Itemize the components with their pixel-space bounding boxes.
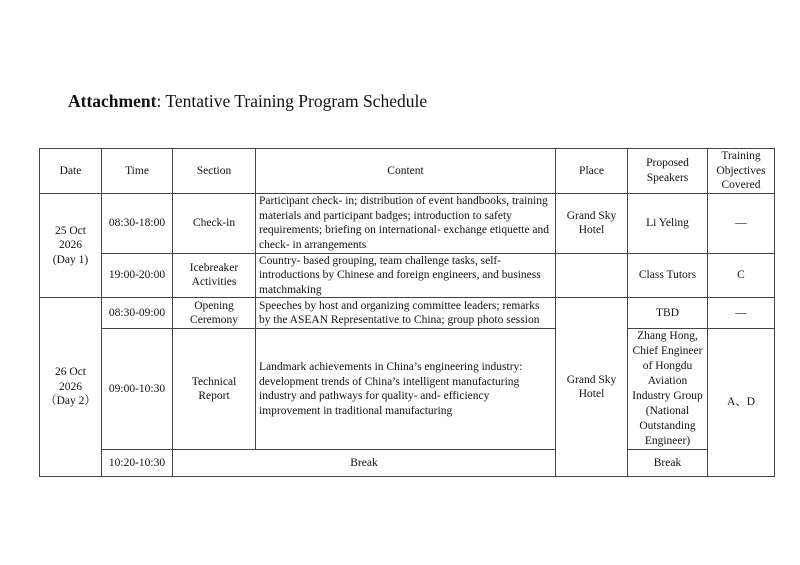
section-cell: Icebreaker Activities xyxy=(173,253,256,298)
title-bold-label: Attachment xyxy=(68,91,157,111)
document-title xyxy=(68,91,427,112)
header-row xyxy=(40,149,775,194)
time-cell: 08:30-18:00 xyxy=(102,193,173,253)
date-value: 25 Oct 2026 xyxy=(55,224,86,251)
content-cell: Participant check- in; distribution of event handbooks, training materials and participant badges; introduction to safety requirements; briefing on international- exchange etiquette and check- in arrangements xyxy=(256,193,556,253)
table-row xyxy=(40,298,775,329)
title-text: : Tentative Training Program Schedule xyxy=(156,91,428,111)
section-cell: Check-in xyxy=(173,193,256,253)
break-cell: Break xyxy=(173,450,556,477)
speakers-cell: Zhang Hong, Chief Engineer of Hongdu Aviation Industry Group (National Outstanding Engineer) xyxy=(628,329,708,450)
date-cell-day2 xyxy=(40,298,102,477)
place-cell xyxy=(556,253,628,298)
place-cell: Grand Sky Hotel xyxy=(556,298,628,477)
header-time: Time xyxy=(102,149,173,194)
time-cell: 10:20-10:30 xyxy=(102,450,173,477)
table-row xyxy=(40,329,775,450)
date-cell-day1 xyxy=(40,193,102,298)
date-value: 26 Oct 2026 xyxy=(55,366,86,393)
time-cell: 19:00-20:00 xyxy=(102,253,173,298)
header-date: Date xyxy=(40,149,102,194)
header-speakers: Proposed Speakers xyxy=(628,149,708,194)
time-cell: 08:30-09:00 xyxy=(102,298,173,329)
speakers-cell: Li Yeling xyxy=(628,193,708,253)
header-place: Place xyxy=(556,149,628,194)
content-cell: Speeches by host and organizing committee leaders; remarks by the ASEAN Representative to China; group photo session xyxy=(256,298,556,329)
time-cell: 09:00-10:30 xyxy=(102,329,173,450)
schedule-table xyxy=(39,148,775,477)
objectives-cell: — xyxy=(708,193,775,253)
header-objectives: Training Objectives Covered xyxy=(708,149,775,194)
table-row xyxy=(40,193,775,253)
day-label: （Day 2） xyxy=(45,395,96,408)
header-content: Content xyxy=(256,149,556,194)
speakers-cell: Class Tutors xyxy=(628,253,708,298)
table-row xyxy=(40,253,775,298)
objectives-cell: C xyxy=(708,253,775,298)
header-section: Section xyxy=(173,149,256,194)
section-cell: Technical Report xyxy=(173,329,256,450)
content-cell: Landmark achievements in China’s engineering industry: development trends of China’s intelligent manufacturing industry and pathways for quality- and- efficiency improvement in traditional manufacturing xyxy=(256,329,556,450)
objectives-cell: A、D xyxy=(708,329,775,477)
section-cell: Opening Ceremony xyxy=(173,298,256,329)
day-label: (Day 1) xyxy=(52,253,89,266)
speakers-cell: TBD xyxy=(628,298,708,329)
place-cell: Grand Sky Hotel xyxy=(556,193,628,253)
objectives-cell: — xyxy=(708,298,775,329)
speakers-cell: Break xyxy=(628,450,708,477)
content-cell: Country- based grouping, team challenge tasks, self- introductions by Chinese and foreign engineers, and business matchmaking xyxy=(256,253,556,298)
table-row xyxy=(40,450,775,477)
